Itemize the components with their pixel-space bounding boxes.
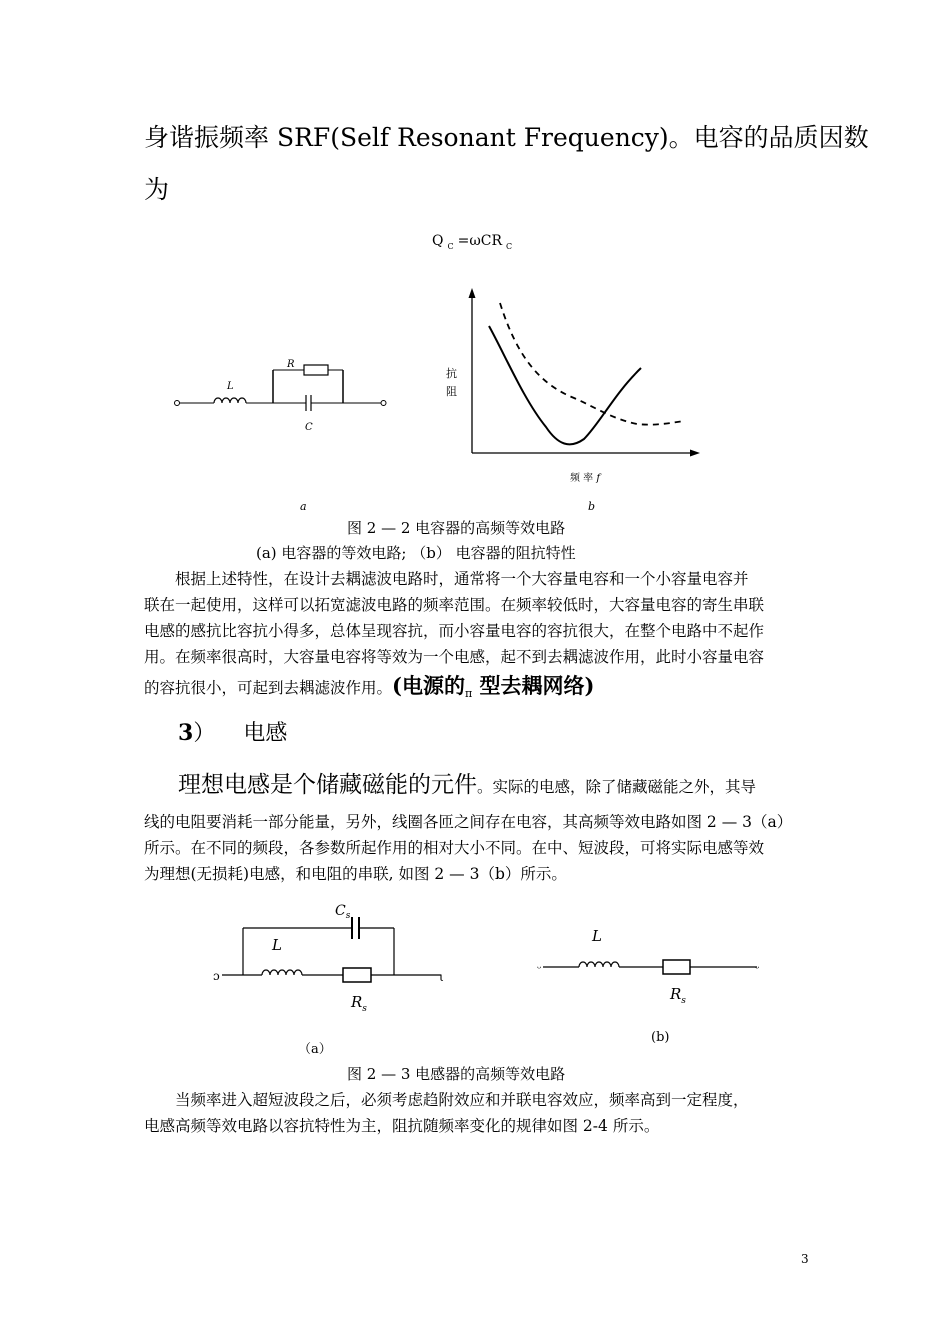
terminal-icon: ι: [439, 970, 444, 984]
formula-sub: C: [447, 241, 454, 251]
capacitor-circuit-diagram: [170, 355, 395, 440]
paragraph-line: 线的电阻要消耗一部分能量，另外，线圈各匝之间存在电容，其高频等效电路如图 2 — 3（a）: [144, 813, 793, 831]
text-run: 型去耦网络): [472, 673, 595, 698]
terminal-icon: ɔ: [213, 969, 220, 983]
panel-label: a: [300, 500, 307, 513]
arrowhead-icon: [690, 450, 700, 457]
y-axis-label: 抗: [446, 367, 457, 380]
label-l: L: [592, 927, 602, 945]
inductor-symbol: [579, 962, 619, 967]
impedance-curve-actual: [489, 326, 641, 444]
pi-symbol: π: [464, 687, 473, 701]
resistor-symbol: [343, 968, 371, 982]
section-heading: [178, 716, 287, 747]
label-r: R: [287, 359, 295, 370]
label-cs: $C_s$: [335, 903, 351, 921]
resistor-symbol: [663, 960, 690, 974]
section-number: 3: [178, 720, 194, 746]
resistor-symbol: [304, 365, 328, 375]
label-rs: $R_s$: [351, 993, 367, 1014]
paragraph-line: 当频率进入超短波段之后，必须考虑趋附效应和并联电容效应，频率高到一定程度，: [175, 1091, 749, 1109]
inductor-symbol: [262, 970, 302, 975]
formula-sub: C: [506, 241, 513, 251]
label-c: C: [305, 422, 313, 433]
terminal-icon: ᵕ: [537, 962, 542, 975]
section-title: 电感: [243, 721, 288, 746]
paragraph-line: 根据上述特性，在设计去耦滤波电路时，通常将一个大容量电容和一个小容量电容并: [175, 570, 749, 588]
figure-subcaption: (a) 电容器的等效电路; （b） 电容器的阻抗特性: [256, 544, 576, 562]
text-run: 理想电感是个储藏磁能的元件: [178, 772, 477, 798]
text-run: (电源的: [392, 673, 465, 698]
paragraph-line: 电感的感抗比容抗小得多，总体呈现容抗，而小容量电容的容抗很大，在整个电路中不起作: [144, 622, 765, 640]
text-line: 身谐振频率 SRF(Self Resonant Frequency)。电容的品质因数: [144, 123, 869, 152]
impedance-curve-ideal: [500, 303, 684, 425]
inductor-circuit-diagram-a: [210, 895, 455, 1025]
terminal-icon: ᵕ: [755, 962, 760, 975]
y-axis-label: 阻: [446, 385, 457, 398]
arrowhead-icon: [469, 288, 476, 298]
label-l: L: [272, 936, 282, 954]
text-run: 。实际的电感，除了储藏磁能之外，其导: [477, 778, 757, 796]
text-line: 为: [144, 175, 170, 204]
inductor-symbol: [214, 398, 246, 403]
formula-q: Q: [432, 233, 444, 249]
paragraph: [144, 566, 810, 670]
inductor-circuit-diagram-b: [535, 915, 770, 1015]
paragraph: [144, 1087, 810, 1139]
panel-label: b: [588, 500, 596, 513]
paragraph-line: 电感高频等效电路以容抗特性为主，阻抗随频率变化的规律如图 2-4 所示。: [144, 1117, 660, 1135]
paragraph-line: 为理想(无损耗)电感，和电阻的串联, 如图 2 — 3（b）所示。: [144, 865, 567, 883]
paragraph-line: 用。在频率很高时，大容量电容将等效为一个电感，起不到去耦滤波作用，此时小容量电容: [144, 648, 765, 666]
figure-caption: 图 2 — 2 电容器的高频等效电路: [347, 519, 566, 537]
label-rs: $R_s$: [670, 985, 686, 1006]
formula-body: =ωCR: [457, 233, 503, 249]
text-run: 的容抗很小，可起到去耦滤波作用。: [144, 679, 393, 697]
paragraph-line: 所示。在不同的频段，各参数所起作用的相对大小不同。在中、短波段，可将实际电感等效: [144, 839, 765, 857]
panel-label: (b): [651, 1030, 670, 1045]
paragraph-line: [178, 766, 756, 799]
x-axis-label: 频 率 f: [570, 473, 601, 484]
label-l: L: [227, 381, 234, 392]
impedance-graph: [440, 285, 710, 490]
section-paren: ）: [193, 721, 216, 746]
paragraph-line: 联在一起使用，这样可以拓宽滤波电路的频率范围。在频率较低时，大容量电容的寄生串联: [144, 596, 765, 614]
paragraph-line: [144, 670, 594, 700]
formula: [432, 233, 512, 251]
page-number: 3: [801, 1252, 809, 1266]
paragraph: [144, 809, 810, 887]
figure-caption: 图 2 — 3 电感器的高频等效电路: [347, 1065, 566, 1083]
panel-label: （a）: [298, 1042, 332, 1057]
